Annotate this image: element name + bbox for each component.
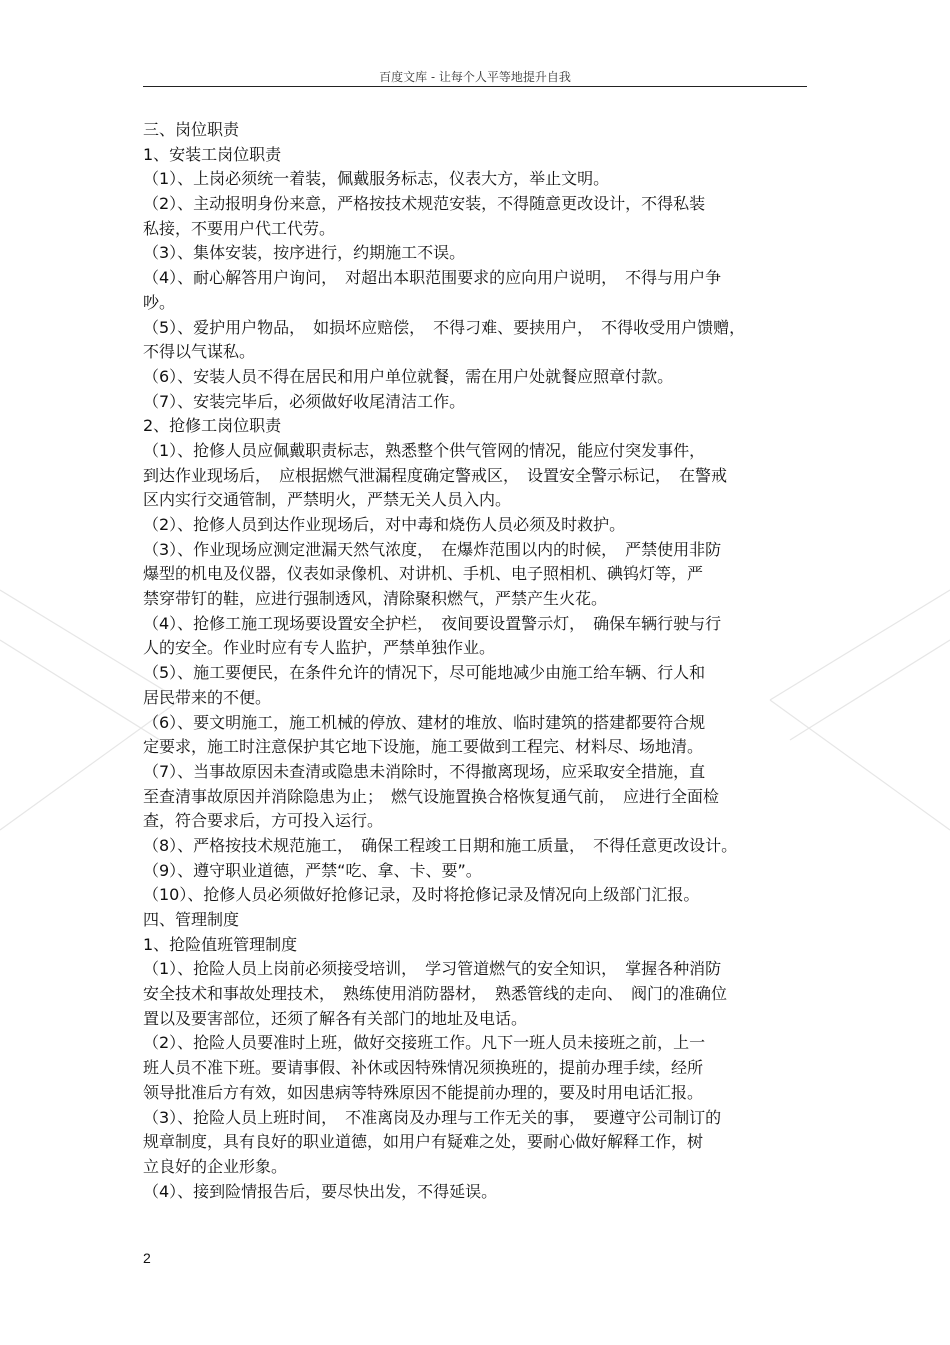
text-line: 2、抢修工岗位职责 — [143, 416, 282, 436]
text-line: （5）、施工要便民，在条件允许的情况下，尽可能地减少由施工给车辆、行人和 — [143, 663, 706, 683]
text-line: （4）、耐心解答用户询问， 对超出本职范围要求的应向用户说明， 不得与用户争 — [143, 268, 722, 288]
text-line: 居民带来的不便。 — [143, 687, 272, 707]
text-line: （9）、遵守职业道德，严禁“吃、拿、卡、要”。 — [143, 860, 482, 880]
text-line: （4）、接到险情报告后，要尽快出发，不得延误。 — [143, 1181, 498, 1201]
text-line: 爆型的机电及仪器，仪表如录像机、对讲机、手机、电子照相机、碘钨灯等，严 — [143, 564, 704, 584]
text-line: 安全技术和事故处理技术， 熟练使用消防器材， 熟悉管线的走向、 阀门的准确位 — [143, 984, 728, 1004]
header-divider — [143, 86, 807, 87]
text-line: （6）、安装人员不得在居民和用户单位就餐，需在用户处就餐应照章付款。 — [143, 366, 674, 386]
text-line: 人的安全。作业时应有专人监护，严禁单独作业。 — [143, 638, 496, 658]
document-body — [143, 118, 807, 1204]
text-line: （2）、主动报明身份来意，严格按技术规范安装，不得随意更改设计，不得私装 — [143, 194, 706, 214]
text-line: 班人员不准下班。要请事假、补休或因特殊情况须换班的，提前办理手续，经所 — [143, 1058, 704, 1078]
text-line: （8）、严格按技术规范施工， 确保工程竣工日期和施工质量， 不得任意更改设计。 — [143, 835, 738, 855]
text-line: （7）、安装完毕后，必须做好收尾清洁工作。 — [143, 391, 466, 411]
text-line: （5）、爱护用户物品， 如损坏应赔偿， 不得刁难、要挟用户， 不得收受用户馈赠， — [143, 317, 746, 337]
text-line: 规章制度，具有良好的职业道德，如用户有疑难之处，要耐心做好解释工作，树 — [143, 1132, 704, 1152]
text-line: 四、管理制度 — [143, 910, 240, 929]
text-line: （2）、抢修人员到达作业现场后，对中毒和烧伤人员必须及时救护。 — [143, 515, 626, 534]
text-line: （3）、作业现场应测定泄漏天然气浓度， 在爆炸范围以内的时候， 严禁使用非防 — [143, 539, 722, 559]
text-line: 1、抢险值班管理制度 — [143, 934, 298, 954]
text-line: 查，符合要求后，方可投入运行。 — [143, 811, 384, 831]
text-line: 不得以气谋私。 — [143, 342, 256, 362]
text-line: 1、安装工岗位职责 — [143, 144, 282, 164]
text-line: （10）、抢修人员必须做好抢修记录，及时将抢修记录及情况向上级部门汇报。 — [143, 885, 700, 905]
text-line: 禁穿带钉的鞋，应进行强制透风，清除聚积燃气，严禁产生火花。 — [143, 589, 608, 609]
text-line: 领导批准后方有效，如因患病等特殊原因不能提前办理的，要及时用电话汇报。 — [143, 1082, 704, 1102]
text-line: 定要求，施工时注意保护其它地下设施，施工要做到工程完、材料尽、场地清。 — [143, 737, 704, 757]
text-line: 区内实行交通管制，严禁明火，严禁无关人员入内。 — [143, 490, 512, 510]
text-line: 三、岗位职责 — [143, 120, 240, 139]
text-line: （4）、抢修工施工现场要设置安全护栏， 夜间要设置警示灯， 确保车辆行驶与行 — [143, 613, 722, 633]
text-line: 私接，不要用户代工代劳。 — [143, 218, 336, 238]
text-line: （3）、抢险人员上班时间， 不准离岗及办理与工作无关的事， 要遵守公司制订的 — [143, 1107, 722, 1127]
text-line: 吵。 — [143, 292, 176, 312]
text-line: （7）、当事故原因未查清或隐患未消除时，不得撤离现场，应采取安全措施，直 — [143, 761, 706, 781]
text-line: （1）、抢修人员应佩戴职责标志，熟悉整个供气管网的情况，能应付突发事件， — [143, 440, 706, 460]
text-line: （1）、抢险人员上岗前必须接受培训， 学习管道燃气的安全知识， 掌握各种消防 — [143, 959, 722, 979]
text-line: （2）、抢险人员要准时上班，做好交接班工作。凡下一班人员未接班之前，上一 — [143, 1033, 706, 1053]
page-number: 2 — [143, 1250, 151, 1266]
text-line: 立良好的企业形象。 — [143, 1156, 288, 1176]
text-line: （6）、要文明施工，施工机械的停放、建材的堆放、临时建筑的搭建都要符合规 — [143, 712, 706, 732]
text-line: 到达作业现场后， 应根据燃气泄漏程度确定警戒区， 设置安全警示标记， 在警戒 — [143, 465, 728, 485]
page-header: 百度文库 - 让每个人平等地提升自我 — [379, 70, 571, 84]
text-line: （1）、上岗必须统一着装，佩戴服务标志，仪表大方，举止文明。 — [143, 169, 610, 189]
text-line: （3）、集体安装，按序进行，约期施工不误。 — [143, 243, 466, 263]
text-line: 至查清事故原因并消除隐患为止； 燃气设施置换合格恢复通气前， 应进行全面检 — [143, 786, 720, 806]
text-line: 置以及要害部位，还须了解各有关部门的地址及电话。 — [143, 1008, 528, 1028]
